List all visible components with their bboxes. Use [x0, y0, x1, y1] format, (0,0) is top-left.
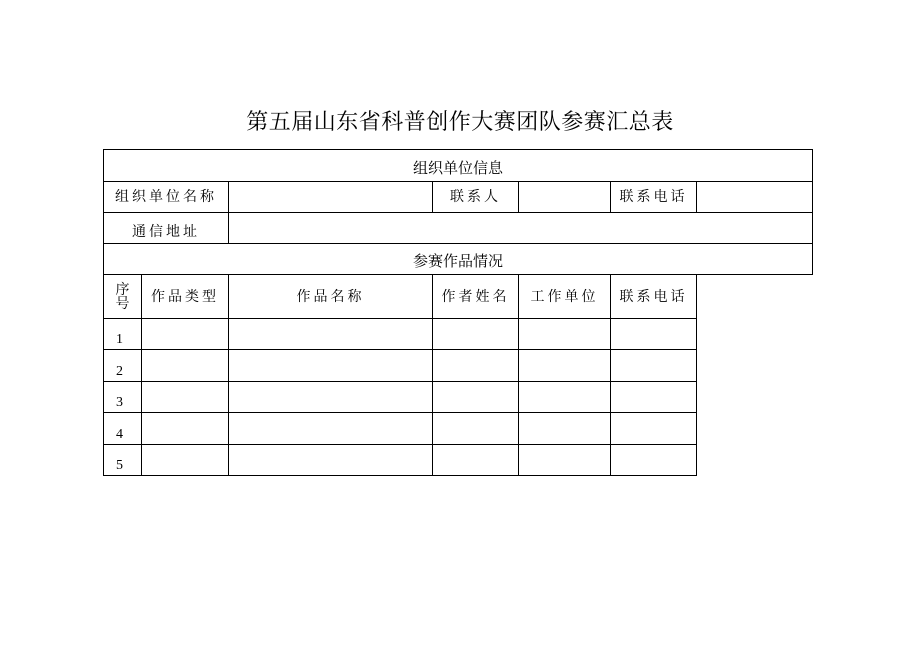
row-number: 1	[104, 319, 142, 350]
contact-person-field[interactable]	[519, 182, 611, 213]
org-section-row	[104, 150, 813, 182]
work-unit-cell[interactable]	[519, 319, 611, 350]
works-header-row	[104, 275, 813, 319]
work-type-cell[interactable]	[142, 413, 229, 445]
work-unit-cell[interactable]	[519, 382, 611, 413]
phone-column-header: 联系电话	[611, 275, 697, 319]
author-name-cell[interactable]	[433, 413, 519, 445]
seq-header-line1: 序	[115, 281, 130, 298]
work-name-cell[interactable]	[229, 413, 433, 445]
org-name-field[interactable]	[229, 182, 433, 213]
phone-cell[interactable]	[611, 382, 697, 413]
work-type-cell[interactable]	[142, 445, 229, 476]
address-field[interactable]	[229, 213, 813, 244]
work-unit-cell[interactable]	[519, 445, 611, 476]
org-name-label: 组织单位名称	[104, 182, 229, 213]
table-row	[104, 319, 813, 350]
row-number: 4	[104, 413, 142, 445]
work-unit-cell[interactable]	[519, 350, 611, 382]
works-section-row	[104, 244, 813, 275]
name-column-header: 作品名称	[229, 275, 433, 319]
work-name-cell[interactable]	[229, 445, 433, 476]
author-column-header: 作者姓名	[433, 275, 519, 319]
org-section-heading: 组织单位信息	[104, 150, 813, 182]
table-row	[104, 382, 813, 413]
phone-cell[interactable]	[611, 350, 697, 382]
table-row	[104, 350, 813, 382]
row-number: 5	[104, 445, 142, 476]
seq-header-line2: 号	[115, 295, 130, 312]
work-name-cell[interactable]	[229, 319, 433, 350]
unit-column-header: 工作单位	[519, 275, 611, 319]
author-name-cell[interactable]	[433, 445, 519, 476]
summary-form-table	[103, 149, 813, 476]
type-column-header: 作品类型	[142, 275, 229, 319]
work-type-cell[interactable]	[142, 319, 229, 350]
org-phone-field[interactable]	[697, 182, 813, 213]
work-name-cell[interactable]	[229, 350, 433, 382]
work-unit-cell[interactable]	[519, 413, 611, 445]
row-number: 2	[104, 350, 142, 382]
author-name-cell[interactable]	[433, 382, 519, 413]
org-info-row	[104, 182, 813, 213]
work-type-cell[interactable]	[142, 350, 229, 382]
address-row	[104, 213, 813, 244]
contact-person-label: 联系人	[433, 182, 519, 213]
address-label: 通信地址	[104, 213, 229, 244]
author-name-cell[interactable]	[433, 350, 519, 382]
works-section-heading: 参赛作品情况	[104, 244, 813, 275]
org-phone-label: 联系电话	[611, 182, 697, 213]
author-name-cell[interactable]	[433, 319, 519, 350]
seq-column-header	[104, 275, 142, 319]
work-type-cell[interactable]	[142, 382, 229, 413]
work-name-cell[interactable]	[229, 382, 433, 413]
phone-cell[interactable]	[611, 319, 697, 350]
phone-cell[interactable]	[611, 445, 697, 476]
table-row	[104, 413, 813, 445]
phone-cell[interactable]	[611, 413, 697, 445]
table-row	[104, 445, 813, 476]
row-number: 3	[104, 382, 142, 413]
page-title: 第五届山东省科普创作大赛团队参赛汇总表	[246, 110, 674, 135]
